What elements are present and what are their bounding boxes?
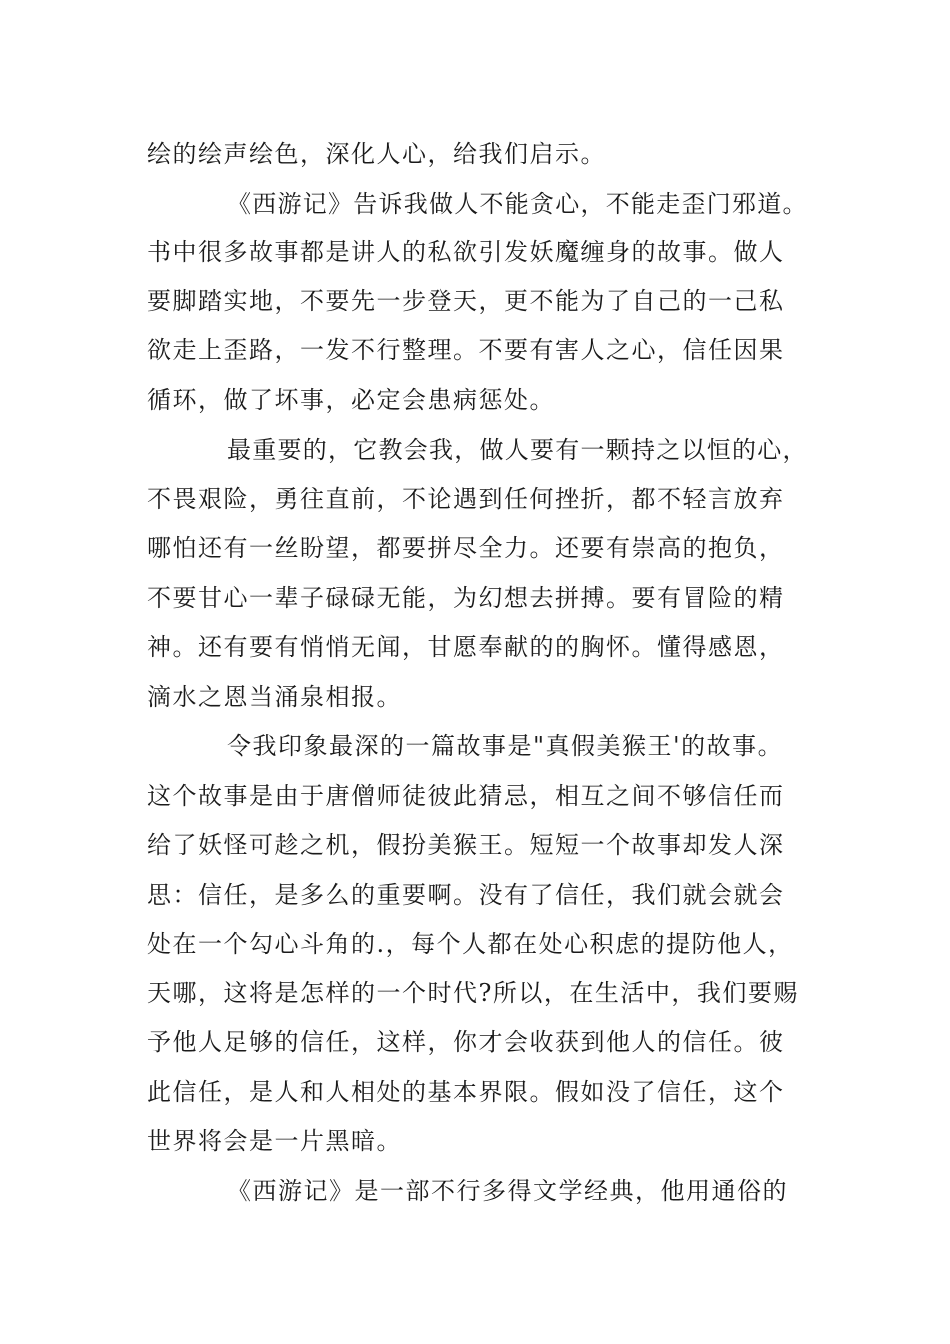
text-line: 哪怕还有一丝盼望，都要拼尽全力。还要有崇高的抱负， (147, 534, 785, 562)
text-line: 这个故事是由于唐僧师徒彼此猜忌，相互之间不够信任而 (147, 782, 785, 810)
text-line: 要脚踏实地，不要先一步登天，更不能为了自己的一己私 (147, 287, 785, 315)
text-line: 思：信任，是多么的重要啊。没有了信任，我们就会就会 (147, 881, 785, 909)
text-line: 世界将会是一片黑暗。 (147, 1127, 402, 1155)
text-line: 不畏艰险，勇往直前，不论遇到任何挫折，都不轻言放弃 (147, 485, 785, 513)
text-line: 处在一个勾心斗角的.，每个人都在处心积虑的提防他人， (147, 930, 794, 958)
paragraph-first-line: 最重要的，它教会我，做人要有一颗持之以恒的心， (227, 436, 808, 464)
text-line: 欲走上歪路，一发不行整理。不要有害人之心，信任因果 (147, 336, 785, 364)
text-line: 予他人足够的信任，这样，你才会收获到他人的信任。彼 (147, 1028, 785, 1056)
paragraph-first-line: 《西游记》是一部不行多得文学经典，他用通俗的 (227, 1177, 788, 1205)
text-line: 给了妖怪可趁之机，假扮美猴王。短短一个故事却发人深 (147, 831, 785, 859)
text-line: 书中很多故事都是讲人的私欲引发妖魔缠身的故事。做人 (147, 238, 785, 266)
text-line: 不要甘心一辈子碌碌无能，为幻想去拼搏。要有冒险的精 (147, 584, 785, 612)
paragraph-first-line: 令我印象最深的一篇故事是"真假美猴王'的故事。 (227, 732, 784, 760)
text-line: 此信任，是人和人相处的基本界限。假如没了信任，这个 (147, 1078, 785, 1106)
text-line: 滴水之恩当涌泉相报。 (147, 683, 402, 711)
text-line: 绘的绘声绘色，深化人心，给我们启示。 (147, 140, 606, 168)
text-line: 神。还有要有悄悄无闻，甘愿奉献的的胸怀。懂得感恩， (147, 633, 785, 661)
text-line: 循环，做了坏事，必定会患病惩处。 (147, 386, 555, 414)
paragraph-first-line: 《西游记》告诉我做人不能贪心，不能走歪门邪道。 (227, 190, 808, 218)
text-line: 天哪，这将是怎样的一个时代?所以，在生活中，我们要赐 (147, 979, 799, 1007)
